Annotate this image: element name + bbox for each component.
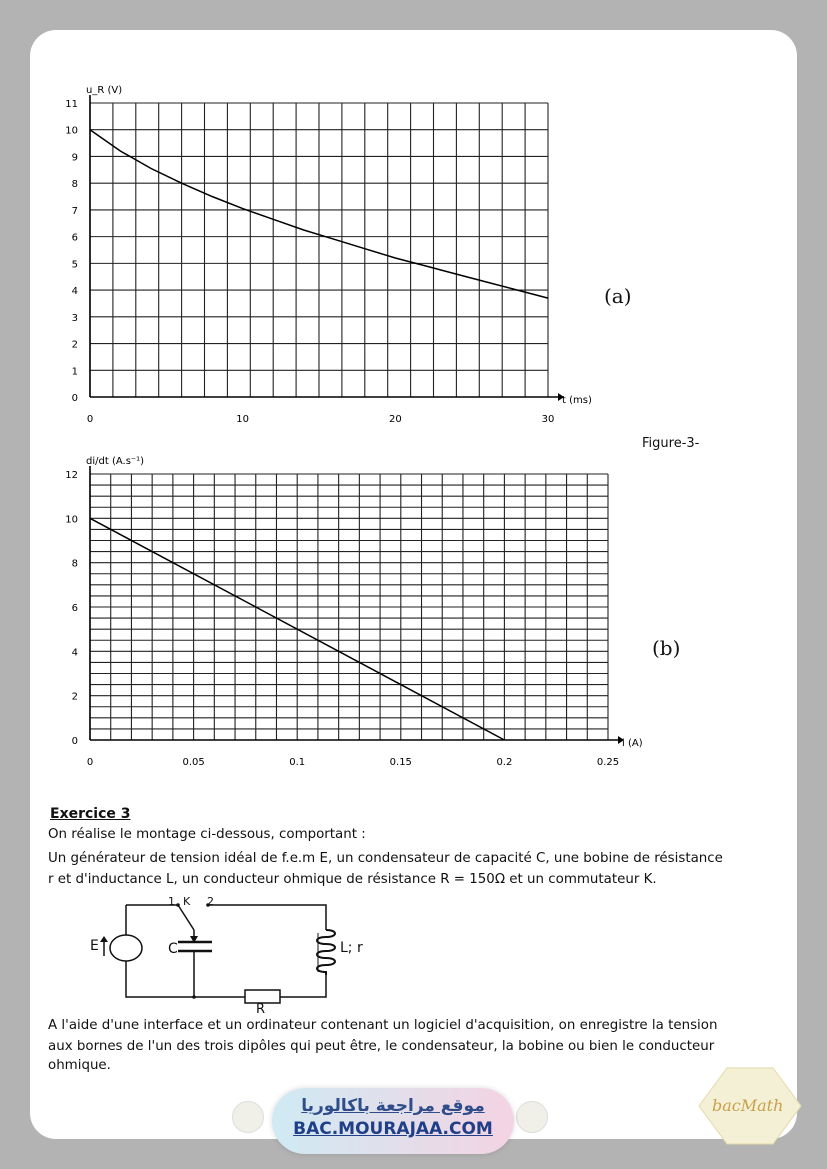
x-tick-label: 0.1	[289, 757, 306, 768]
exercise-line1: Un générateur de tension idéal de f.e.m E, un condensateur de capacité C, une bobine de résistance	[48, 851, 723, 866]
generator-label: E	[90, 938, 99, 954]
x-tick-label: 10	[236, 414, 250, 425]
site-banner[interactable]	[272, 1088, 514, 1154]
exercise-para1: A l'aide d'une interface et un ordinateur contenant un logiciel d'acquisition, on enregistre la tension	[48, 1018, 718, 1033]
y-tick-label: 9	[71, 152, 78, 164]
y-tick-label: 8	[71, 179, 78, 191]
exercise-intro: On réalise le montage ci-dessous, comportant :	[48, 827, 366, 842]
switch-label: K	[183, 895, 191, 908]
x-tick-label: 0	[86, 414, 94, 425]
y-tick-label: 10	[65, 514, 78, 526]
y-tick-label: 11	[65, 99, 78, 110]
y-tick-label: 7	[71, 205, 78, 217]
banner-url-link[interactable]: BAC.MOURAJAA.COM	[293, 1119, 493, 1139]
y-tick-label: 6	[71, 603, 78, 614]
x-tick-label: 20	[388, 414, 402, 425]
y-tick-label: 6	[71, 232, 78, 244]
y-tick-label: 4	[71, 647, 78, 659]
figure-caption: Figure-3-	[642, 436, 700, 451]
panel-label-a: (a)	[604, 284, 632, 308]
banner-arabic-title[interactable]: موقع مراجعة باكالوريا	[301, 1096, 485, 1116]
x-tick-label: 0	[86, 757, 94, 768]
x-tick-label: 30	[541, 414, 555, 425]
y-tick-label: 4	[71, 286, 78, 298]
x-tick-label: 0.25	[596, 757, 620, 768]
y-axis-label: u_R (V)	[86, 85, 123, 96]
exercise-para3: ohmique.	[48, 1058, 111, 1073]
y-tick-label: 10	[65, 125, 78, 137]
x-tick-label: 0.05	[182, 757, 205, 768]
y-tick-label: 5	[71, 259, 78, 271]
y-tick-label: 0	[71, 736, 78, 747]
exercise-title: Exercice 3	[50, 806, 131, 822]
x-axis-label: i (A)	[622, 738, 643, 749]
y-tick-label: 2	[71, 339, 78, 351]
panel-label-b: (b)	[652, 636, 681, 660]
exercise-line2: r et d'inductance L, un conducteur ohmique de résistance R = 150Ω et un commutateur K.	[48, 872, 657, 887]
site-logo-icon	[516, 1101, 548, 1133]
site-logo-icon	[232, 1101, 264, 1133]
y-tick-label: 1	[71, 366, 78, 378]
x-tick-label: 0.15	[389, 757, 412, 768]
bacmath-watermark: bacMath	[712, 1096, 784, 1115]
y-tick-label: 3	[71, 312, 78, 324]
resistor-label: R	[256, 1002, 266, 1017]
y-axis-label: di/dt (A.s⁻¹)	[86, 456, 145, 467]
coil-label: L; r	[340, 940, 363, 956]
y-tick-label: 0	[71, 393, 78, 404]
y-tick-label: 8	[71, 558, 78, 570]
switch-pos2-label: 2	[207, 895, 214, 908]
capacitor-label: C	[168, 941, 178, 957]
exercise-para2: aux bornes de l'un des trois dipôles qui peut être, le condensateur, la bobine ou bien le conducteur	[48, 1039, 715, 1054]
switch-pos1-label: 1	[168, 895, 175, 908]
x-axis-label: t (ms)	[562, 395, 592, 406]
y-tick-label: 2	[71, 691, 78, 703]
y-tick-label: 12	[65, 470, 78, 481]
x-tick-label: 0.2	[496, 757, 513, 768]
